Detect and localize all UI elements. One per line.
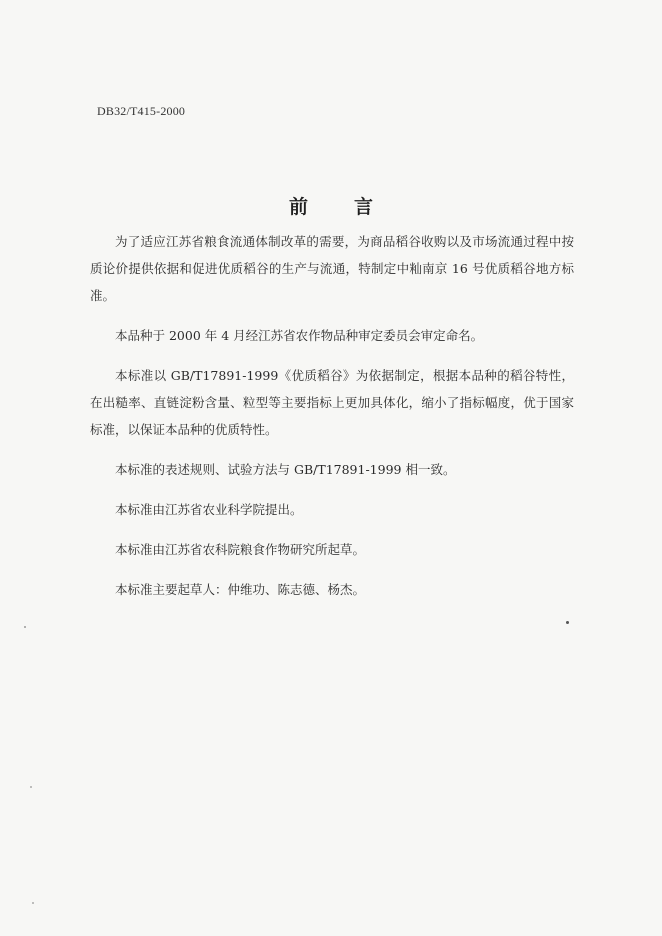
scan-speck [32,902,34,904]
paragraph: 本品种于 2000 年 4 月经江苏省农作物品种审定委员会审定命名。 [115,328,484,343]
scan-speck [30,786,32,788]
document-body [90,228,574,616]
scan-speck [24,626,26,628]
paragraph: 本标准以 GB/T17891-1999《优质稻谷》为依据制定，根据本品种的稻谷特性，在出糙率、直链淀粉含量、粒型等主要指标上更加具体化，缩小了指标幅度，优于国家标准，以保证本品种的优质特性。 [90,368,574,437]
paragraph: 本标准由江苏省农业科学院提出。 [115,502,303,517]
paragraph: 本标准主要起草人：仲维功、陈志德、杨杰。 [115,582,366,597]
paragraph: 本标准由江苏省农科院粮食作物研究所起草。 [115,542,366,557]
document-code: DB32/T415-2000 [97,104,186,118]
paragraph: 为了适应江苏省粮食流通体制改革的需要，为商品稻谷收购以及市场流通过程中按质论价提供依据和促进优质稻谷的生产与流通，特制定中籼南京 16 号优质稻谷地方标准。 [90,234,574,303]
paragraph: 本标准的表述规则、试验方法与 GB/T17891-1999 相一致。 [115,462,456,477]
page-title: 前言 [288,196,419,218]
scan-speck [566,621,569,624]
